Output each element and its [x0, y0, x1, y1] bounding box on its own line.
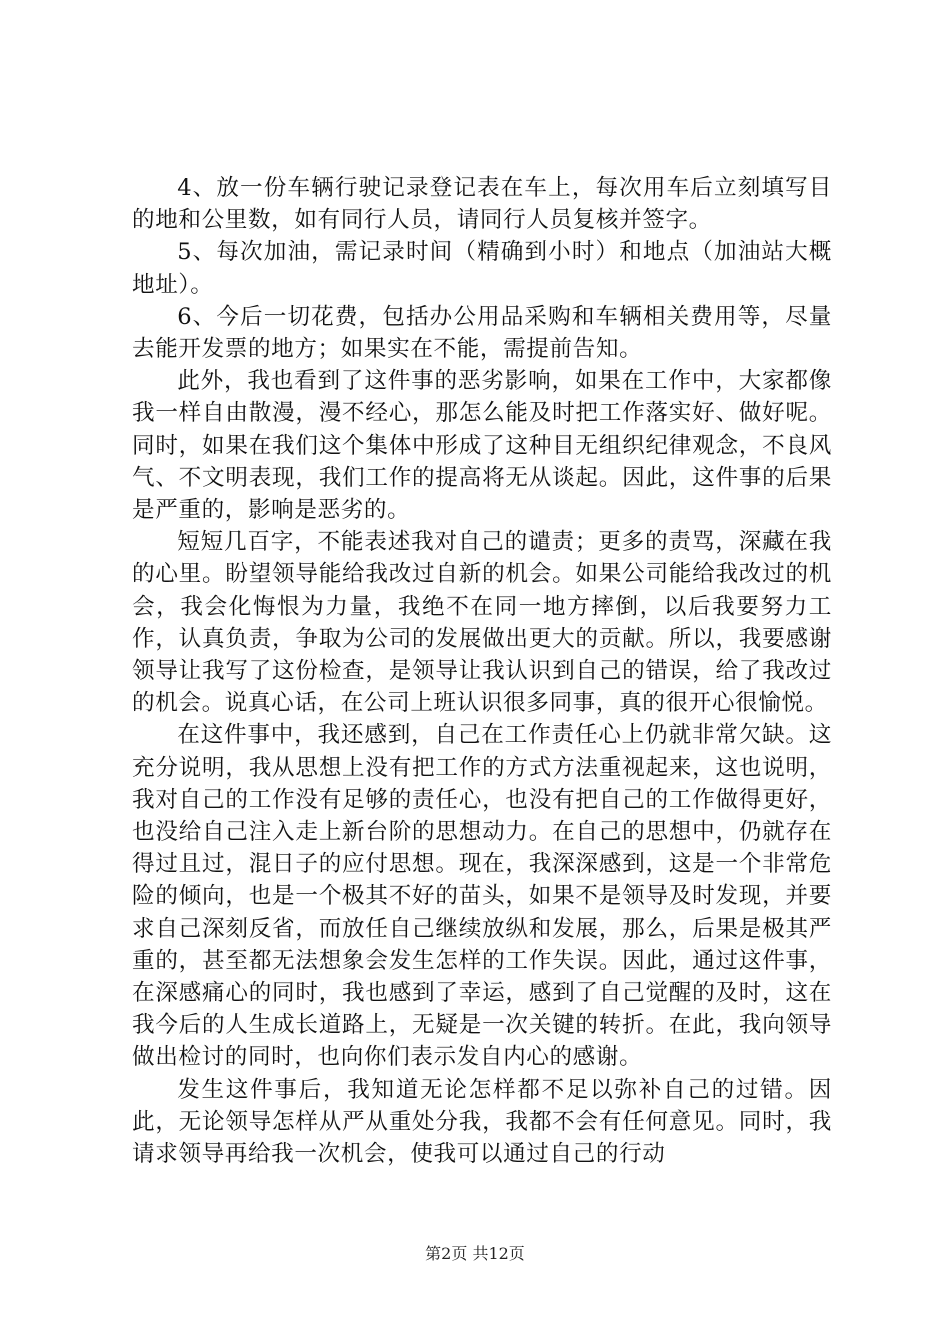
paragraph-consequences: 此外，我也看到了这件事的恶劣影响，如果在工作中，大家都像我一样自由散漫，漫不经心，那怎么能及时把工作落实好、做好呢。同时，如果在我们这个集体中形成了这种目无组织纪律观念，不良风气、不文明表现，我们工作的提高将无从谈起。因此，这件事的后果是严重的，影响是恶劣的。 — [132, 368, 832, 524]
paragraph-item-4: 4、放一份车辆行驶记录登记表在车上，每次用车后立刻填写目的地和公里数，如有同行人员，请同行人员复核并签字。 — [132, 175, 832, 234]
paragraph-request: 发生这件事后，我知道无论怎样都不足以弥补自己的过错。因此，无论领导怎样从严从重处分我，我都不会有任何意见。同时，我请求领导再给我一次机会，使我可以通过自己的行动 — [132, 1076, 832, 1168]
paragraph-responsibility: 在这件事中，我还感到，自己在工作责任心上仍就非常欠缺。这充分说明，我从思想上没有把工作的方式方法重视起来，这也说明，我对自己的工作没有足够的责任心，也没有把自己的工作做得更好，也没给自己注入走上新台阶的思想动力。在自己的思想中，仍就存在得过且过，混日子的应付思想。现在，我深深感到，这是一个非常危险的倾向，也是一个极其不好的苗头，如果不是领导及时发现，并要求自己深刻反省，而放任自己继续放纵和发展，那么，后果是极其严重的，甚至都无法想象会发生怎样的工作失误。因此，通过这件事，在深感痛心的同时，我也感到了幸运，感到了自己觉醒的及时，这在我今后的人生成长道路上，无疑是一次关键的转折。在此，我向领导做出检讨的同时，也向你们表示发自内心的感谢。 — [132, 722, 832, 1071]
document-body — [132, 172, 832, 1170]
paragraph-item-5: 5、每次加油，需记录时间（精确到小时）和地点（加油站大概地址）。 — [132, 239, 832, 298]
page-footer — [0, 1244, 950, 1264]
page-indicator: 第2页 共12页 — [425, 1244, 525, 1263]
paragraph-self-reproach: 短短几百字，不能表述我对自己的谴责；更多的责骂，深藏在我的心里。盼望领导能给我改过自新的机会。如果公司能给我改过的机会，我会化悔恨为力量，我绝不在同一地方摔倒，以后我要努力工作，认真负责，争取为公司的发展做出更大的贡献。所以，我要感谢领导让我写了这份检查，是领导让我认识到自己的错误，给了我改过的机会。说真心话，在公司上班认识很多同事，真的很开心很愉悦。 — [132, 529, 832, 717]
paragraph-item-6: 6、今后一切花费，包括办公用品采购和车辆相关费用等，尽量去能开发票的地方；如果实在不能，需提前告知。 — [132, 303, 832, 363]
